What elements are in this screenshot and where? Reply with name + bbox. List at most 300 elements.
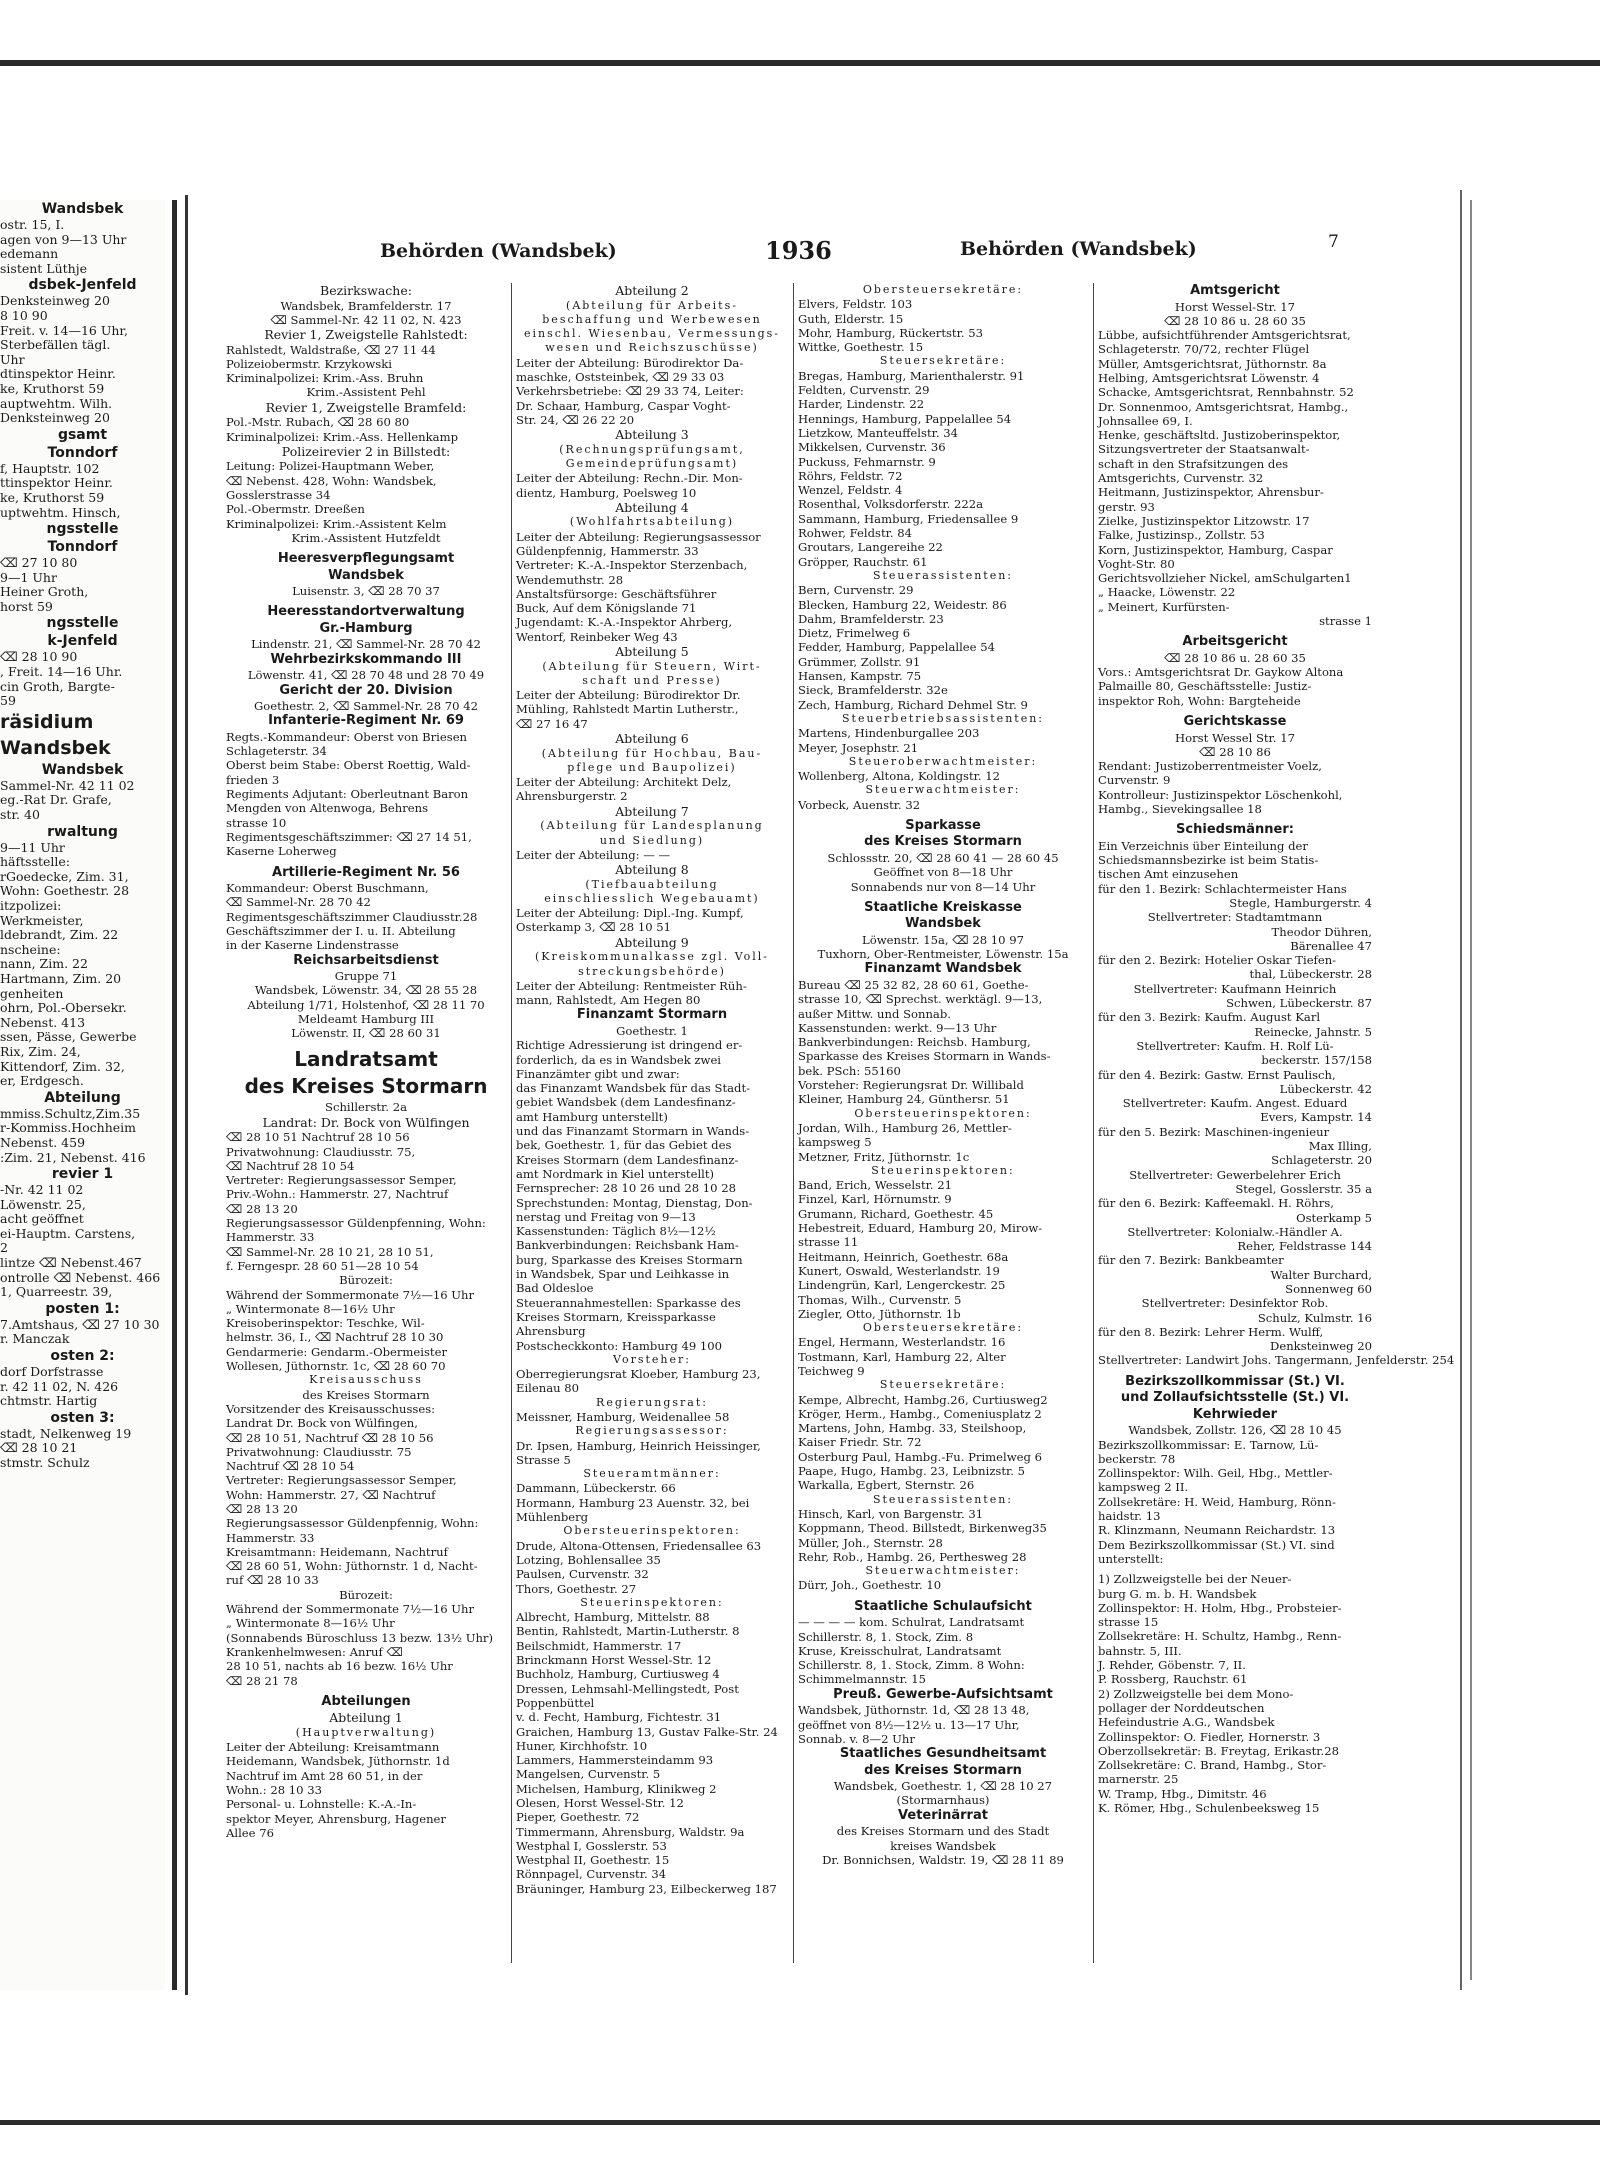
entry-line: Richtige Adressierung ist dringend er-: [516, 1038, 743, 1053]
entry-line: 1) Zollzweigstelle bei der Neuer-: [1098, 1572, 1292, 1587]
entry-line: ⌫ 27 10 80: [0, 555, 78, 571]
entry-line: Polizeiobermstr. Krzykowski: [226, 356, 392, 371]
entry-line: Löwenstr. II, ⌫ 28 60 31: [291, 1026, 441, 1041]
page-edge-right: [1460, 190, 1462, 1990]
column-2: [512, 283, 792, 1983]
entry-line: Leitung: Polizei-Hauptmann Weber,: [226, 459, 435, 474]
entry-line: genheiten: [0, 985, 64, 1001]
subsection-label: (Abteilung für Arbeits-: [566, 298, 738, 312]
entry-line: Hormann, Hamburg 23 Auenstr. 32, bei: [516, 1495, 750, 1510]
entry-line: Meldeamt Hamburg III: [297, 1011, 435, 1026]
subsection-label: einschl. Wiesenbau, Vermessungs-: [523, 327, 781, 341]
subsection-label: Obersteuerinspektoren:: [563, 1524, 741, 1538]
entry-line: Vertreter: Regierungsassessor Semper,: [226, 1473, 457, 1488]
entry-line: f, Hauptstr. 102: [0, 460, 100, 476]
section-heading: Infanterie-Regiment Nr. 69: [268, 713, 464, 729]
entry-line: ⌫ 28 13 20: [226, 1502, 298, 1516]
entry-line: Kassenstunden: Täglich 8½—12½: [516, 1224, 716, 1239]
entry-line: Lindenstr. 21, ⌫ Sammel-Nr. 28 70 42: [251, 637, 481, 652]
entry-line: ei-Hauptm. Carstens,: [0, 1225, 136, 1241]
entry-line: Vertreter: Regierungsassessor Semper,: [226, 1173, 457, 1188]
entry-line: Luisenstr. 3, ⌫ 28 70 37: [292, 584, 440, 599]
entry-line: Vertreter: K.-A.-Inspektor Sterzenbach,: [516, 558, 748, 573]
section-heading: des Kreises Stormarn: [244, 1074, 488, 1099]
entry-line: inspektor Roh, Wohn: Bargteheide: [1098, 693, 1301, 708]
entry-line: Warkalla, Egbert, Sternstr. 26: [798, 1478, 975, 1493]
entry-line: Kruse, Kreisschulrat, Landratsamt: [798, 1643, 1002, 1658]
entry-line: ontrolle ⌫ Nebenst. 466: [0, 1269, 161, 1285]
entry-line: Gendarmerie: Gendarm.-Obermeister: [226, 1344, 447, 1359]
entry-line: für den 2. Bezirk: Hotelier Oskar Tiefen-: [1098, 953, 1337, 968]
entry-line: Rehr, Rob., Hambg. 26, Perthesweg 28: [798, 1549, 1027, 1564]
entry-line: stadt, Nelkenweg 19: [0, 1425, 132, 1441]
entry-line: Verkehrsbetriebe: ⌫ 29 33 74, Leiter:: [516, 384, 744, 399]
section-heading: posten 1:: [45, 1300, 120, 1317]
entry-line: Paulsen, Curvenstr. 32: [516, 1567, 649, 1582]
entry-line: Zollsekretäre: H. Weid, Hamburg, Rönn-: [1098, 1494, 1336, 1509]
entry-line: Sonnabends nur von 8—14 Uhr: [850, 879, 1036, 894]
entry-line: Wandsbek, Bramfelderstr. 17: [280, 298, 452, 313]
entry-line: rGoedecke, Zim. 31,: [0, 868, 129, 884]
subsection-label: (Abteilung für Landesplanung: [540, 819, 764, 833]
section-heading: osten 2:: [50, 1348, 115, 1365]
scan-top-border: [0, 60, 1600, 66]
entry-line: Stellvertreter: Stadtamtmann: [1147, 910, 1323, 925]
entry-line: Zollinspektor: Wilh. Geil, Hbg., Mettler-: [1098, 1466, 1333, 1481]
entry-line: bek, Goethestr. 1, für das Gebiet des: [516, 1138, 732, 1153]
entry-line: Krankenhelmwesen: Anruf ⌫: [226, 1644, 403, 1659]
entry-line: 2: [0, 1240, 8, 1256]
entry-line: Abteilung 5: [615, 644, 689, 660]
entry-line: bek. PSch: 55160: [798, 1063, 901, 1078]
entry-line: Zollinspektor: O. Fiedler, Hornerstr. 3: [1098, 1729, 1321, 1744]
section-heading: Preuß. Gewerbe-Aufsichtsamt: [833, 1686, 1053, 1702]
section-heading: Wandsbek: [328, 567, 404, 583]
entry-line: ruf ⌫ 28 10 33: [226, 1573, 319, 1588]
entry-line: Hansen, Kampstr. 75: [798, 669, 922, 684]
entry-line: Blecken, Hamburg 22, Weidestr. 86: [798, 597, 1007, 612]
entry-line: räsidium: [0, 710, 94, 733]
entry-line: Korn, Justizinspektor, Hamburg, Caspar: [1098, 542, 1333, 557]
section-heading: Gr.-Hamburg: [319, 620, 413, 636]
entry-line: Hennings, Hamburg, Pappelallee 54: [798, 411, 1012, 426]
header-left-title: Behörden (Wandsbek): [380, 240, 617, 262]
entry-line: Gosslerstrasse 34: [226, 487, 331, 502]
entry-line: Schwen, Lübeckerstr. 87: [1226, 996, 1372, 1011]
subsection-label: Steuerassistenten:: [872, 568, 1014, 582]
subsection-label: einschliesslich Wegebauamt): [544, 891, 760, 905]
entry-line: Abteilung 3: [615, 427, 689, 443]
section-heading: Tonndorf: [47, 444, 118, 461]
entry-line: Gruppe 71: [334, 969, 398, 983]
entry-line: — — — — kom. Schulrat, Landratsamt: [798, 1615, 1025, 1630]
subsection-label: beschaffung und Werbewesen: [542, 312, 762, 326]
entry-line: horst 59: [0, 598, 53, 614]
entry-line: Bezirkszollkommissar: E. Tarnow, Lü-: [1098, 1437, 1319, 1452]
entry-line: Bern, Curvenstr. 29: [798, 583, 914, 598]
entry-line: Wandsbek, Goethestr. 1, ⌫ 28 10 27: [833, 1779, 1053, 1794]
entry-line: Finzel, Karl, Hörnumstr. 9: [798, 1192, 952, 1207]
entry-line: W. Tramp, Hbg., Dimitstr. 46: [1098, 1786, 1267, 1801]
entry-line: Sonnab. v. 8—2 Uhr: [798, 1731, 915, 1746]
entry-line: Bürozeit:: [339, 1273, 393, 1288]
entry-line: Ziegler, Otto, Jüthornstr. 1b: [798, 1306, 961, 1321]
entry-line: Nebenst. 413: [0, 1014, 86, 1030]
section-heading: und Zollaufsichtsstelle (St.) VI.: [1120, 1390, 1350, 1406]
entry-line: Kriminalpolizei: Krim.-Ass. Bruhn: [226, 371, 424, 386]
subsection-label: Steuerinspektoren:: [580, 1595, 724, 1609]
entry-line: Albrecht, Hamburg, Mittelstr. 88: [516, 1610, 710, 1625]
entry-line: Osterkamp 3, ⌫ 28 10 51: [516, 920, 672, 935]
entry-line: ⌫ 28 60 51, Wohn: Jüthornstr. 1 d, Nacht-: [226, 1559, 478, 1574]
subsection-label: Regierungsrat:: [596, 1395, 708, 1409]
entry-line: Horst Wessel-Str. 17: [1174, 299, 1296, 314]
entry-line: Kriminalpolizei: Krim.-Assistent Kelm: [226, 516, 447, 531]
entry-line: Schiedsmannsbezirke ist beim Statis-: [1098, 853, 1319, 868]
entry-line: Kassenstunden: werkt. 9—13 Uhr: [798, 1020, 997, 1035]
entry-line: er, Erdgesch.: [0, 1073, 84, 1089]
section-heading: Finanzamt Wandsbek: [864, 961, 1022, 977]
entry-line: Koppmann, Theod. Billstedt, Birkenweg35: [798, 1521, 1047, 1536]
section-heading: Bezirkszollkommissar (St.) VI.: [1125, 1373, 1345, 1389]
entry-line: beckerstr. 78: [1098, 1451, 1176, 1466]
entry-line: für den 1. Bezirk: Schlachtermeister Hans: [1098, 881, 1347, 896]
entry-line: Hartmann, Zim. 20: [0, 970, 122, 986]
entry-line: ke, Kruthorst 59: [0, 380, 105, 396]
running-header: [220, 232, 1350, 272]
subsection-label: Regierungsassessor:: [575, 1424, 729, 1438]
entry-line: Sammann, Hamburg, Friedensallee 9: [798, 511, 1019, 526]
entry-line: Thors, Goethestr. 27: [516, 1581, 637, 1596]
section-heading: Tonndorf: [47, 539, 118, 556]
entry-line: Guth, Elderstr. 15: [798, 311, 904, 326]
entry-line: Kaiser Friedr. Str. 72: [798, 1435, 922, 1450]
entry-line: Kreisamtmann: Heidemann, Nachtruf: [226, 1544, 448, 1559]
entry-line: Olesen, Horst Wessel-Str. 12: [516, 1796, 684, 1810]
entry-line: Kriminalpolizei: Krim.-Ass. Hellenkamp: [226, 429, 459, 444]
section-heading: Veterinärrat: [898, 1807, 988, 1823]
entry-line: marnerstr. 25: [1098, 1772, 1179, 1787]
entry-line: Löwenstr. 41, ⌫ 28 70 48 und 28 70 49: [247, 668, 485, 683]
entry-line: Dr. Sonnenmoo, Amtsgerichtsrat, Hambg.,: [1098, 399, 1349, 414]
entry-line: Puckuss, Fehmarnstr. 9: [798, 454, 936, 469]
entry-line: Gerichtsvollzieher Nickel, amSchulgarten1: [1098, 571, 1352, 586]
entry-line: Privatwohnung: Claudiusstr. 75: [226, 1444, 412, 1459]
section-heading: Gericht der 20. Division: [279, 682, 453, 698]
entry-line: Elvers, Feldstr. 103: [798, 297, 913, 312]
entry-line: gebiet Wandsbek (dem Landesfinanz-: [516, 1095, 736, 1110]
section-heading: k-Jenfeld: [47, 633, 118, 650]
section-heading: Landratsamt: [294, 1047, 438, 1072]
entry-line: Lindengrün, Karl, Lengerckestr. 25: [798, 1278, 1006, 1293]
entry-line: Henke, geschäftsltd. Justizoberinspektor,: [1098, 428, 1341, 443]
entry-line: Helbing, Amtsgerichtsrat Löwenstr. 4: [1098, 370, 1320, 385]
entry-line: Stellvertreter: Kaufm. Angest. Eduard: [1122, 1096, 1348, 1111]
entry-line: Beilschmidt, Hammerstr. 17: [516, 1638, 682, 1653]
entry-line: bahnstr. 5, III.: [1098, 1643, 1182, 1658]
entry-line: R. Klinzmann, Neumann Reichardstr. 13: [1098, 1523, 1336, 1538]
entry-line: Oberregierungsrat Kloeber, Hamburg 23,: [516, 1367, 761, 1382]
entry-line: Sparkasse des Kreises Stormarn in Wands-: [798, 1049, 1051, 1064]
entry-line: Schulz, Kulmstr. 16: [1257, 1310, 1372, 1325]
entry-line: Horst Wessel Str. 17: [1175, 730, 1295, 745]
entry-line: Graichen, Hamburg 13, Gustav Falke-Str. 24: [516, 1724, 778, 1739]
section-heading: Wandsbek: [41, 761, 124, 778]
section-heading: Staatliche Schulaufsicht: [854, 1598, 1032, 1614]
entry-line: Leiter der Abteilung: Architekt Delz,: [516, 775, 732, 790]
section-heading: rwaltung: [47, 823, 118, 840]
entry-line: dorf Dorfstrasse: [0, 1364, 104, 1380]
section-heading: Wandsbek: [41, 201, 124, 217]
entry-line: Max Illing,: [1308, 1139, 1372, 1154]
entry-line: Fedder, Hamburg, Pappelallee 54: [798, 640, 995, 655]
entry-line: Denksteinweg 20: [0, 410, 110, 426]
section-heading: Wehrbezirkskommando III: [270, 651, 462, 667]
entry-line: lintze ⌫ Nebenst.467: [0, 1255, 142, 1271]
entry-line: Stegle, Hamburgerstr. 4: [1229, 895, 1372, 910]
entry-line: Engel, Hermann, Westerlandstr. 16: [798, 1335, 1006, 1350]
entry-line: Hambg., Sievekingsallee 18: [1098, 802, 1262, 816]
entry-line: Geöffnet von 8—18 Uhr: [873, 865, 1013, 880]
entry-line: Regiments Adjutant: Oberleutnant Baron: [226, 787, 469, 802]
entry-line: Mühling, Rahlstedt Martin Lutherstr.,: [516, 702, 739, 717]
entry-line: ⌫ 28 10 21: [0, 1440, 78, 1456]
entry-line: Heitmann, Justizinspektor, Ahrensbur-: [1098, 485, 1324, 500]
entry-line: Bezirkswache:: [320, 283, 412, 298]
entry-line: strasse 1: [1319, 614, 1372, 629]
entry-line: Wohn.: 28 10 33: [226, 1783, 322, 1798]
entry-line: -Nr. 42 11 02: [0, 1182, 84, 1198]
entry-line: tischen Amt einzusehen: [1098, 867, 1239, 882]
entry-line: Abteilung 1/71, Holstenhof, ⌫ 28 11 70: [247, 997, 485, 1012]
entry-line: Feldten, Curvenstr. 29: [798, 383, 930, 398]
entry-line: v. d. Fecht, Hamburg, Fichtestr. 31: [516, 1710, 722, 1725]
entry-line: Hebestreit, Eduard, Hamburg 20, Mirow-: [798, 1221, 1043, 1236]
subsection-label: (Abteilung für Hochbau, Bau-: [541, 746, 763, 760]
section-heading: Heeresverpflegungsamt: [277, 551, 455, 567]
entry-line: Buck, Auf dem Königslande 71: [516, 601, 697, 616]
entry-line: schaft in den Strafsitzungen des: [1098, 456, 1289, 471]
entry-line: spektor Meyer, Ahrensburg, Hagener: [226, 1811, 446, 1826]
entry-line: burg G. m. b. H. Wandsbek: [1098, 1586, 1257, 1601]
entry-line: ⌫ 28 10 86 u. 28 60 35: [1164, 650, 1306, 665]
entry-line: Lübeckerstr. 42: [1279, 1081, 1372, 1096]
entry-line: Wittke, Goethestr. 15: [798, 340, 924, 355]
entry-line: nerstag und Freitag von 9—13: [516, 1209, 696, 1224]
entry-line: Regts.-Kommandeur: Oberst von Briesen: [226, 729, 468, 744]
section-heading: gsamt: [57, 426, 108, 443]
entry-line: Walter Burchard,: [1270, 1267, 1372, 1282]
section-heading: Gerichtskasse: [1183, 714, 1287, 730]
entry-line: Groutars, Langereihe 22: [798, 540, 943, 555]
entry-line: Abteilung 7: [615, 803, 689, 819]
entry-line: Zielke, Justizinspektor Litzowstr. 17: [1098, 513, 1310, 528]
entry-line: forderlich, da es in Wandsbek zwei: [516, 1052, 722, 1067]
entry-line: Ahrensburgerstr. 2: [516, 789, 628, 804]
entry-line: Geschäftszimmer der I. u. II. Abteilung: [226, 923, 456, 938]
entry-line: Sterbefällen tägl.: [0, 337, 111, 353]
entry-line: Müller, Joh., Sternstr. 28: [798, 1535, 943, 1550]
entry-line: Wentorf, Reinbeker Weg 43: [516, 629, 678, 644]
entry-line: Lotzing, Bohlensallee 35: [516, 1552, 661, 1567]
entry-line: Sonnenweg 60: [1285, 1282, 1372, 1296]
entry-line: häftsstelle:: [0, 854, 71, 870]
subsection-label: Steuersekretäre:: [879, 354, 1007, 368]
entry-line: Goethestr. 1: [616, 1023, 688, 1038]
entry-line: Wohn: Goethestr. 28: [0, 883, 130, 899]
section-heading: Heeresstandortverwaltung: [267, 604, 465, 620]
entry-line: Rahlstedt, Waldstraße, ⌫ 27 11 44: [226, 342, 436, 357]
entry-line: für den 3. Bezirk: Kaufm. August Karl: [1098, 1010, 1321, 1025]
entry-line: , Freit. 14—16 Uhr.: [0, 664, 123, 680]
column-1: [222, 283, 510, 1983]
entry-line: 59: [0, 693, 16, 709]
entry-line: Anstaltsfürsorge: Geschäftsführer: [516, 586, 717, 601]
entry-line: Abteilung 6: [615, 731, 689, 747]
entry-line: Wandsbek: [0, 736, 111, 759]
section-heading: des Kreises Stormarn: [864, 834, 1022, 850]
entry-line: Michelsen, Hamburg, Klinikweg 2: [516, 1781, 717, 1796]
entry-line: Freit. v. 14—16 Uhr,: [0, 322, 128, 338]
entry-line: Bankverbindungen: Reichsb. Hamburg,: [798, 1035, 1031, 1050]
entry-line: Heidemann, Wandsbek, Jüthornstr. 1d: [226, 1754, 450, 1769]
entry-line: burg, Sparkasse des Kreises Stormarn: [516, 1252, 743, 1267]
entry-line: haidstr. 13: [1098, 1509, 1161, 1524]
section-heading: dsbek-Jenfeld: [28, 277, 137, 294]
entry-line: Amtsgerichts, Curvenstr. 32: [1098, 471, 1264, 486]
entry-line: Während der Sommermonate 7½—16 Uhr: [226, 1602, 475, 1617]
entry-line: Schacke, Amtsgerichtsrat, Rennbahnstr. 52: [1098, 385, 1354, 400]
entry-line: Str. 24, ⌫ 26 22 20: [516, 412, 635, 427]
entry-line: Vorsitzender des Kreisausschusses:: [226, 1401, 436, 1416]
entry-line: pollager der Norddeutschen: [1098, 1700, 1265, 1715]
entry-line: Westphal II, Goethestr. 15: [516, 1853, 670, 1868]
entry-line: Jugendamt: K.-A.-Inspektor Ahrberg,: [516, 615, 733, 630]
entry-line: Martens, John, Hambg. 33, Steilshoop,: [798, 1421, 1027, 1436]
column-3: [794, 283, 1092, 1983]
entry-line: cin Groth, Bargte-: [0, 678, 115, 694]
entry-line: P. Rossberg, Rauchstr. 61: [1098, 1672, 1248, 1687]
entry-line: Dr. Schaar, Hamburg, Caspar Voght-: [516, 398, 731, 413]
entry-line: ohrn, Pol.-Obersekr.: [0, 1000, 127, 1016]
entry-line: strasse 11: [798, 1235, 859, 1250]
entry-line: 9—1 Uhr: [0, 569, 57, 585]
entry-line: Poppenbüttel: [516, 1695, 595, 1710]
entry-line: Leiter der Abteilung: Rechn.-Dir. Mon-: [516, 471, 743, 486]
entry-line: Postscheckkonto: Hamburg 49 100: [516, 1338, 723, 1353]
entry-line: Müller, Amtsgerichtsrat, Jüthornstr. 8a: [1098, 356, 1327, 371]
entry-line: r-Kommiss.Hochheim: [0, 1120, 137, 1136]
entry-line: K. Römer, Hbg., Schulenbeeksweg 15: [1098, 1801, 1320, 1815]
entry-line: Falke, Justizinsp., Zollstr. 53: [1098, 528, 1265, 543]
entry-line: Bureau ⌫ 25 32 82, 28 60 61, Goethe-: [798, 977, 1029, 992]
entry-line: ⌫ Sammel-Nr. 28 70 42: [226, 895, 371, 910]
entry-line: Denksteinweg 20: [1270, 1339, 1372, 1354]
entry-line: Wollenberg, Altona, Koldingstr. 12: [798, 769, 1000, 784]
entry-line: f. Ferngespr. 28 60 51—28 10 54: [226, 1258, 419, 1273]
section-heading: Wandsbek: [905, 916, 981, 932]
entry-line: Kreises Stormarn, Kreissparkasse: [516, 1309, 716, 1324]
entry-line: Kröger, Herm., Hambg., Comeniusplatz 2: [798, 1406, 1042, 1421]
entry-line: Oberzollsekretär: B. Freytag, Erikastr.28: [1098, 1743, 1339, 1758]
entry-line: Revier 1, Zweigstelle Rahlstedt:: [264, 327, 468, 343]
entry-line: amt Hamburg unterstellt): [516, 1109, 668, 1124]
entry-line: ssen, Pässe, Gewerbe: [0, 1029, 137, 1045]
section-heading: Reichsarbeitsdienst: [293, 952, 439, 968]
column-4: [1094, 283, 1455, 1983]
entry-line: Abteilung 8: [615, 862, 689, 878]
page-number: 7: [1328, 232, 1339, 252]
entry-line: Nachtruf im Amt 28 60 51, in der: [226, 1768, 423, 1783]
entry-line: Wollesen, Jüthornstr. 1c, ⌫ 28 60 70: [226, 1359, 446, 1374]
entry-line: für den 6. Bezirk: Kaffeemakl. H. Röhrs,: [1098, 1196, 1334, 1211]
entry-line: Stellvertreter: Gewerbelehrer Erich: [1129, 1167, 1341, 1182]
entry-line: (Stormarnhaus): [896, 1793, 990, 1808]
entry-line: Bregas, Hamburg, Marienthalerstr. 91: [798, 368, 1025, 383]
entry-line: Wohn: Hammerstr. 27, ⌫ Nachtruf: [226, 1487, 436, 1502]
entry-line: 2) Zollzweigstelle bei dem Mono-: [1098, 1686, 1294, 1701]
entry-line: auptwehtm. Wilh.: [0, 395, 113, 411]
entry-line: ⌫ 28 10 86 u. 28 60 35: [1164, 313, 1306, 328]
entry-line: Westphal I, Gosslerstr. 53: [516, 1838, 667, 1853]
entry-line: nann, Zim. 22: [0, 956, 88, 972]
entry-line: Zech, Hamburg, Richard Dehmel Str. 9: [798, 697, 1028, 712]
entry-line: helmstr. 36, I., ⌫ Nachtruf 28 10 30: [226, 1330, 444, 1345]
entry-line: Schlageterstr. 34: [226, 744, 327, 759]
entry-line: Sprechstunden: Montag, Dienstag, Don-: [516, 1195, 753, 1210]
entry-line: Kleiner, Hamburg 24, Günthersr. 51: [798, 1092, 1010, 1107]
entry-line: Band, Erich, Wesselstr. 21: [798, 1178, 953, 1193]
entry-line: Hinsch, Karl, von Bargenstr. 31: [798, 1506, 984, 1521]
entry-line: Reher, Feldstrasse 144: [1237, 1239, 1372, 1254]
entry-line: Wandsbek, Jüthornstr. 1d, ⌫ 28 13 48,: [798, 1703, 1030, 1718]
entry-line: Sieck, Bramfelderstr. 32e: [798, 683, 948, 698]
entry-line: strasse 15: [1098, 1615, 1159, 1630]
book-gutter: [172, 200, 177, 1990]
entry-line: strasse 10: [226, 815, 287, 830]
entry-line: in Wandsbek, Spar und Leihkasse in: [516, 1267, 730, 1282]
entry-line: Vorbeck, Auenstr. 32: [798, 797, 921, 812]
entry-line: dientz, Hamburg, Poelsweg 10: [516, 485, 697, 500]
section-heading: Schiedsmänner:: [1176, 822, 1294, 838]
entry-line: Lammers, Hammersteindamm 93: [516, 1753, 714, 1768]
entry-line: Pieper, Goethestr. 72: [516, 1810, 640, 1825]
entry-line: Priv.-Wohn.: Hammerstr. 27, Nachtruf: [226, 1187, 449, 1202]
entry-line: Ein Verzeichnis über Einteilung der: [1098, 838, 1308, 853]
entry-line: Polizeirevier 2 in Billstedt:: [281, 443, 451, 459]
section-heading: Kehrwieder: [1192, 1406, 1278, 1422]
subsection-label: und Siedlung): [599, 833, 705, 847]
entry-line: Bad Oldesloe: [516, 1281, 594, 1296]
entry-line: Strasse 5: [516, 1452, 571, 1467]
entry-line: edemann: [0, 246, 59, 262]
entry-line: Osterkamp 5: [1296, 1210, 1372, 1225]
entry-line: Dahm, Bramfelderstr. 23: [798, 611, 944, 626]
entry-line: Palmaille 80, Geschäftsstelle: Justiz-: [1098, 679, 1312, 694]
entry-line: ⌫ 28 10 51 Nachtruf 28 10 56: [226, 1130, 410, 1145]
entry-line: chtmstr. Hartig: [0, 1393, 98, 1409]
entry-line: Brinckmann Horst Wessel-Str. 12: [516, 1653, 712, 1668]
entry-line: Voght-Str. 80: [1098, 556, 1175, 571]
entry-line: Lietzkow, Manteuffelstr. 34: [798, 425, 959, 440]
subsection-label: Obersteuersekretäre:: [862, 1321, 1024, 1335]
entry-line: Eilenau 80: [516, 1381, 580, 1396]
entry-line: Stellvertreter: Kolonialw.-Händler A.: [1127, 1224, 1343, 1239]
subsection-label: streckungsbehörde): [578, 964, 726, 978]
subsection-label: (Kreiskommunalkasse zgl. Voll-: [534, 950, 769, 964]
entry-line: Stegel, Gosslerstr. 35 a: [1235, 1181, 1372, 1196]
entry-line: Sitzungsvertreter der Staatsanwalt-: [1098, 442, 1310, 457]
